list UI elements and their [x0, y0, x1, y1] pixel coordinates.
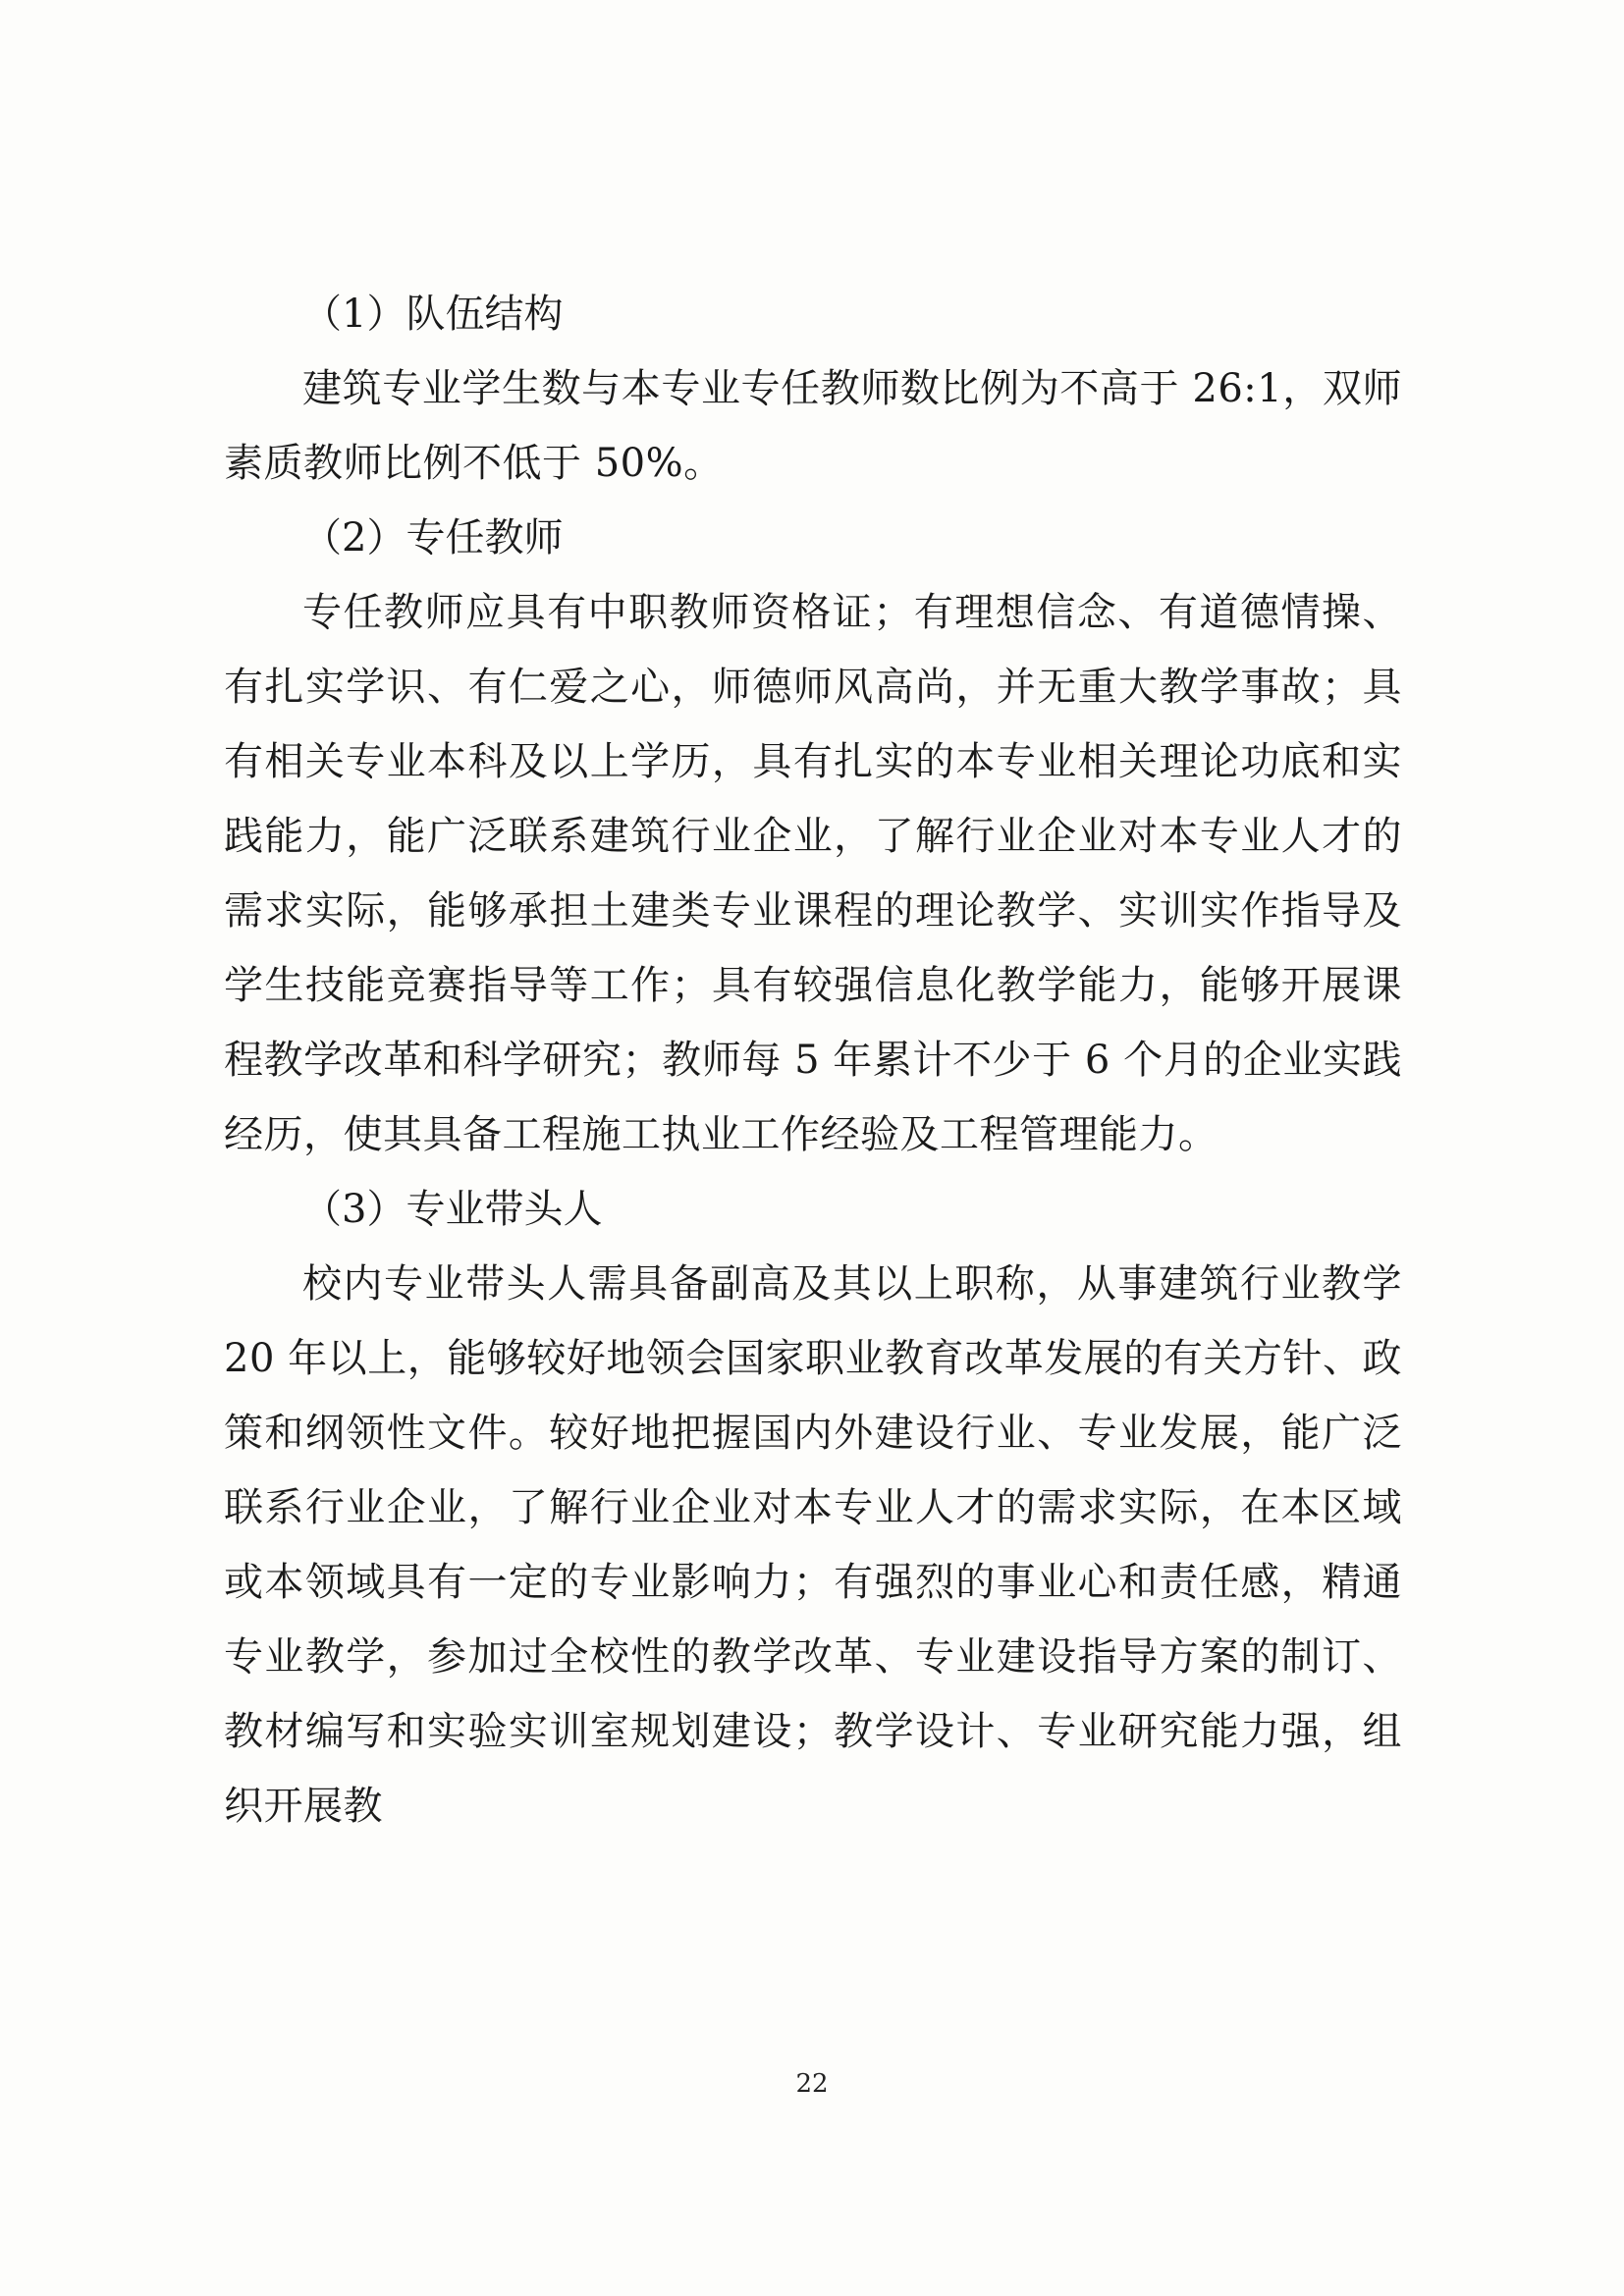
section-heading-1: （1）队伍结构 [302, 292, 564, 337]
document-body [224, 277, 1402, 1843]
section-heading-3: （3）专业带头人 [302, 1187, 603, 1232]
section-heading-2: （2）专任教师 [302, 515, 564, 561]
paragraph-2: 专任教师应具有中职教师资格证；有理想信念、有道德情操、有扎实学识、有仁爱之心，师德师风高尚，并无重大教学事故；具有相关专业本科及以上学历，具有扎实的本专业相关理论功底和实践能力，能广泛联系建筑行业企业，了解行业企业对本专业人才的需求实际，能够承担土建类专业课程的理论教学、实训实作指导及学生技能竞赛指导等工作；具有较强信息化教学能力，能够开展课程教学改革和科学研究；教师每 5 年累计不少于 6 个月的企业实践经历，使其具备工程施工执业工作经验及工程管理能力。 [224, 590, 1402, 1157]
paragraph-1: 建筑专业学生数与本专业专任教师数比例为不高于 26:1，双师素质教师比例不低于 50%。 [224, 366, 1402, 486]
page-number: 22 [795, 2069, 829, 2099]
paragraph-3: 校内专业带头人需具备副高及其以上职称，从事建筑行业教学 20 年以上，能够较好地领会国家职业教育改革发展的有关方针、政策和纲领性文件。较好地把握国内外建设行业、专业发展，能广泛联系行业企业，了解行业企业对本专业人才的需求实际，在本区域或本领域具有一定的专业影响力；有强烈的事业心和责任感，精通专业教学，参加过全校性的教学改革、专业建设指导方案的制订、教材编写和实验实训室规划建设；教学设计、专业研究能力强，组织开展教 [224, 1261, 1402, 1829]
